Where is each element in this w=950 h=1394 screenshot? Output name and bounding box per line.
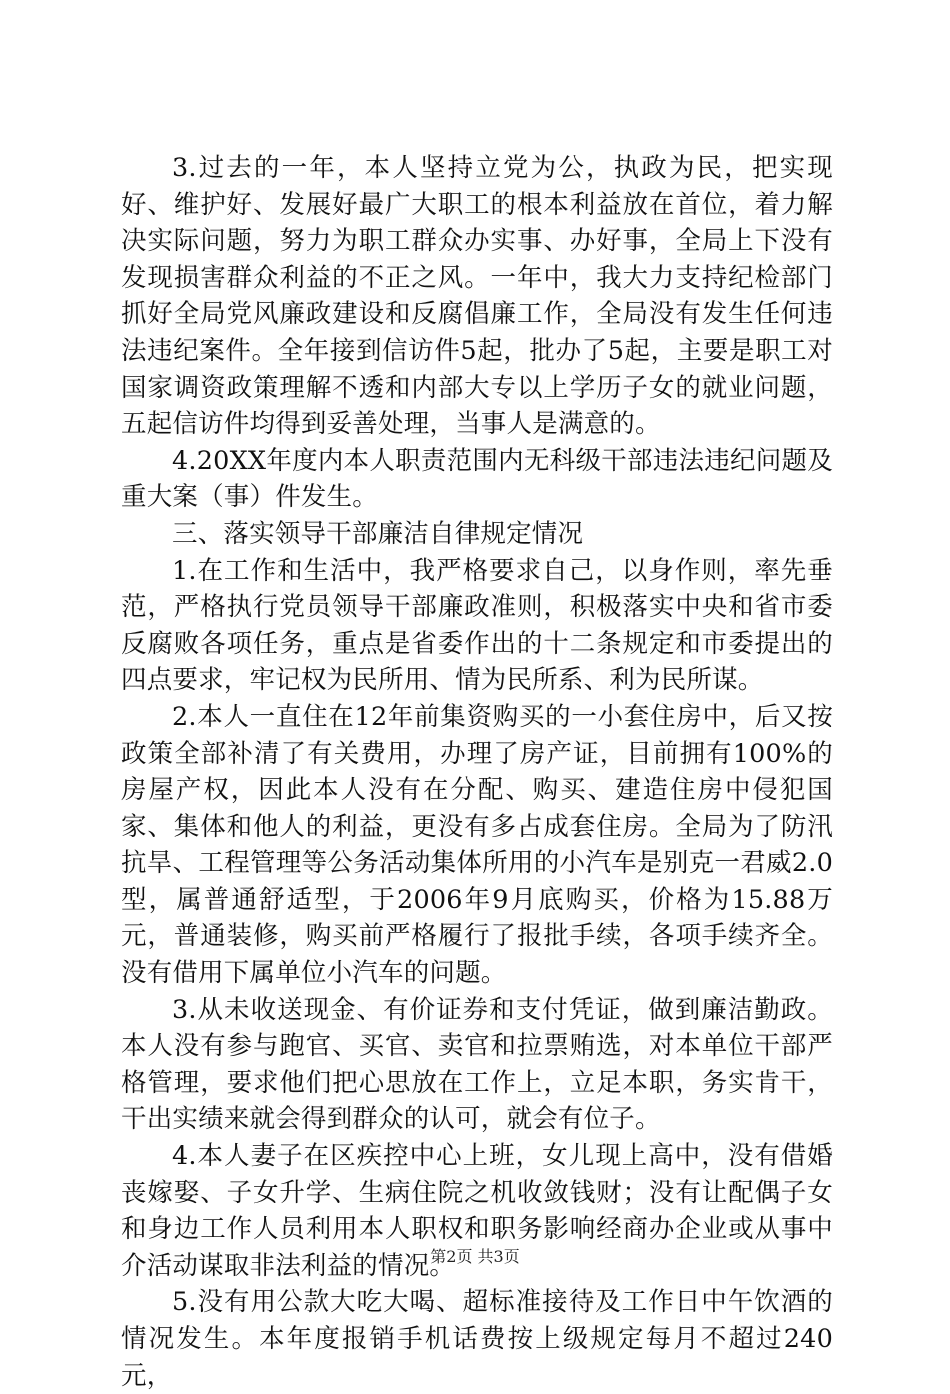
paragraph-4-family: 4.本人妻子在区疾控中心上班，女儿现上高中，没有借婚丧嫁娶、子女升学、生病住院之机收敛钱财；没有让配偶子女和身边工作人员利用本人职权和职务影响经商办企业或从事中介活动谋取非法利益的情况。	[121, 1141, 833, 1281]
paragraph-1-self-discipline: 1.在工作和生活中，我严格要求自己，以身作则，率先垂范，严格执行党员领导干部廉政准则，积极落实中央和省市委反腐败各项任务，重点是省委作出的十二条规定和市委提出的四点要求，牢记权为民所用、情为民所系、利为民所谋。	[121, 555, 833, 696]
paragraph-3-no-gifts: 3.从未收送现金、有价证券和支付凭证，做到廉洁勤政。本人没有参与跑官、买官、卖官和拉票贿选，对本单位干部严格管理，要求他们把心思放在工作上，立足本职，务实肯干，干出实绩来就会得到群众的认可，就会有位子。	[121, 994, 833, 1135]
page-footer: 第2页 共3页	[430, 1247, 520, 1266]
document-body	[121, 150, 833, 1394]
paragraph-5-expenses: 5.没有用公款大吃大喝、超标准接待及工作日中午饮酒的情况发生。本年度报销手机话费按上级规定每月不超过240元，	[121, 1287, 833, 1391]
paragraph-4-no-violations: 4.20XX年度内本人职责范围内无科级干部违法违纪问题及重大案（事）件发生。	[121, 445, 833, 513]
section-heading-3: 三、落实领导干部廉洁自律规定情况	[172, 518, 584, 549]
paragraph-3-petitions: 3.过去的一年，本人坚持立党为公，执政为民，把实现好、维护好、发展好最广大职工的根本利益放在首位，着力解决实际问题，努力为职工群众办实事、办好事，全局上下没有发现损害群众利益的不正之风。一年中，我大力支持纪检部门抓好全局党风廉政建设和反腐倡廉工作，全局没有发生任何违法违纪案件。全年接到信访件5起，批办了5起，主要是职工对国家调资政策理解不透和内部大专以上学历子女的就业问题，五起信访件均得到妥善处理，当事人是满意的。	[121, 153, 833, 440]
paragraph-2-housing-vehicle: 2.本人一直住在12年前集资购买的一小套住房中，后又按政策全部补清了有关费用，办理了房产证，目前拥有100%的房屋产权，因此本人没有在分配、购买、建造住房中侵犯国家、集体和他人的利益，更没有多占成套住房。全局为了防汛抗旱、工程管理等公务活动集体所用的小汽车是别克一君威2.0型，属普通舒适型，于2006年9月底购买，价格为15.88万元，普通装修，购买前严格履行了报批手续，各项手续齐全。没有借用下属单位小汽车的问题。	[121, 701, 833, 989]
